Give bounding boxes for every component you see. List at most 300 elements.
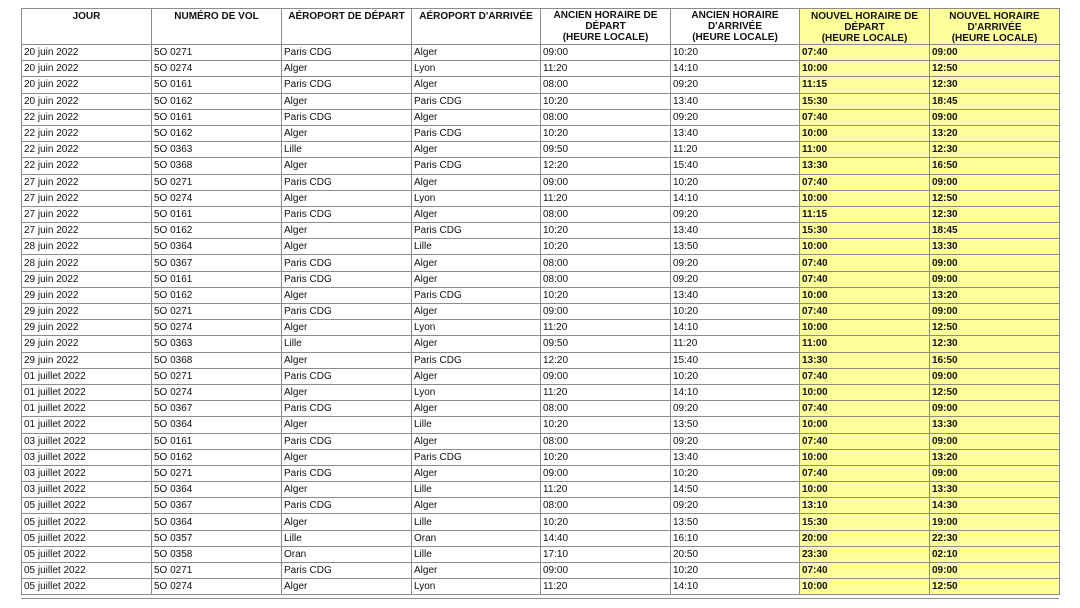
cell-numero-vol: 5O 0368 xyxy=(152,158,282,174)
table-row xyxy=(22,352,1060,368)
cell-nouvel-arrivee: 09:00 xyxy=(930,368,1060,384)
cell-jour: 29 juin 2022 xyxy=(22,320,152,336)
header-line: NUMÉRO DE VOL xyxy=(174,11,259,22)
cell-arrivee: Paris CDG xyxy=(412,158,541,174)
cell-numero-vol: 5O 0161 xyxy=(152,271,282,287)
cell-depart: Paris CDG xyxy=(282,45,412,61)
table-row xyxy=(22,77,1060,93)
cell-nouvel-arrivee: 13:30 xyxy=(930,417,1060,433)
cell-nouvel-depart: 13:30 xyxy=(800,158,930,174)
cell-numero-vol: 5O 0368 xyxy=(152,352,282,368)
cell-arrivee: Alger xyxy=(412,498,541,514)
cell-depart: Alger xyxy=(282,223,412,239)
cell-numero-vol: 5O 0162 xyxy=(152,449,282,465)
cell-ancien-depart: 09:50 xyxy=(541,142,671,158)
cell-arrivee: Alger xyxy=(412,45,541,61)
cell-numero-vol: 5O 0162 xyxy=(152,223,282,239)
cell-ancien-depart: 08:00 xyxy=(541,109,671,125)
cell-ancien-arrivee: 10:20 xyxy=(671,45,800,61)
table-row xyxy=(22,93,1060,109)
cell-ancien-arrivee: 09:20 xyxy=(671,255,800,271)
cell-numero-vol: 5O 0357 xyxy=(152,530,282,546)
cell-arrivee: Lyon xyxy=(412,190,541,206)
cell-jour: 05 juillet 2022 xyxy=(22,546,152,562)
cell-nouvel-arrivee: 09:00 xyxy=(930,255,1060,271)
cell-numero-vol: 5O 0271 xyxy=(152,45,282,61)
cell-ancien-depart: 08:00 xyxy=(541,206,671,222)
cell-jour: 01 juillet 2022 xyxy=(22,417,152,433)
cell-nouvel-arrivee: 13:20 xyxy=(930,449,1060,465)
cell-numero-vol: 5O 0271 xyxy=(152,304,282,320)
cell-nouvel-depart: 07:40 xyxy=(800,304,930,320)
cell-nouvel-arrivee: 14:30 xyxy=(930,498,1060,514)
cell-depart: Paris CDG xyxy=(282,304,412,320)
cell-arrivee: Lille xyxy=(412,239,541,255)
cell-ancien-arrivee: 09:20 xyxy=(671,206,800,222)
cell-jour: 05 juillet 2022 xyxy=(22,579,152,595)
cell-nouvel-arrivee: 12:50 xyxy=(930,384,1060,400)
cell-nouvel-depart: 07:40 xyxy=(800,465,930,481)
cell-nouvel-arrivee: 09:00 xyxy=(930,304,1060,320)
cell-numero-vol: 5O 0364 xyxy=(152,417,282,433)
cell-depart: Alger xyxy=(282,384,412,400)
table-row xyxy=(22,61,1060,77)
cell-depart: Alger xyxy=(282,93,412,109)
table-row xyxy=(22,514,1060,530)
cell-depart: Alger xyxy=(282,482,412,498)
cell-ancien-arrivee: 13:40 xyxy=(671,449,800,465)
cell-ancien-arrivee: 16:10 xyxy=(671,530,800,546)
cell-ancien-arrivee: 09:20 xyxy=(671,401,800,417)
table-row xyxy=(22,320,1060,336)
header-line: DÉPART xyxy=(844,22,885,33)
table-row xyxy=(22,530,1060,546)
cell-nouvel-arrivee: 09:00 xyxy=(930,465,1060,481)
cell-nouvel-arrivee: 12:30 xyxy=(930,336,1060,352)
cell-numero-vol: 5O 0363 xyxy=(152,336,282,352)
header-line: NOUVEL HORAIRE DE xyxy=(810,11,919,22)
cell-depart: Alger xyxy=(282,352,412,368)
cell-nouvel-arrivee: 12:30 xyxy=(930,206,1060,222)
cell-jour: 22 juin 2022 xyxy=(22,142,152,158)
cell-nouvel-arrivee: 09:00 xyxy=(930,109,1060,125)
cell-jour: 05 juillet 2022 xyxy=(22,530,152,546)
cell-nouvel-depart: 13:30 xyxy=(800,352,930,368)
cell-numero-vol: 5O 0161 xyxy=(152,77,282,93)
cell-nouvel-depart: 10:00 xyxy=(800,287,930,303)
cell-jour: 01 juillet 2022 xyxy=(22,368,152,384)
cell-nouvel-arrivee: 09:00 xyxy=(930,563,1060,579)
cell-ancien-arrivee: 14:10 xyxy=(671,320,800,336)
table-row xyxy=(22,384,1060,400)
cell-ancien-arrivee: 09:20 xyxy=(671,271,800,287)
cell-numero-vol: 5O 0162 xyxy=(152,93,282,109)
cell-depart: Paris CDG xyxy=(282,206,412,222)
cell-jour: 29 juin 2022 xyxy=(22,352,152,368)
cell-depart: Alger xyxy=(282,190,412,206)
cell-ancien-arrivee: 10:20 xyxy=(671,563,800,579)
cell-ancien-depart: 08:00 xyxy=(541,433,671,449)
cell-arrivee: Lille xyxy=(412,546,541,562)
cell-nouvel-depart: 15:30 xyxy=(800,93,930,109)
cell-arrivee: Paris CDG xyxy=(412,352,541,368)
cell-jour: 27 juin 2022 xyxy=(22,190,152,206)
table-row xyxy=(22,336,1060,352)
cell-arrivee: Paris CDG xyxy=(412,287,541,303)
cell-jour: 22 juin 2022 xyxy=(22,125,152,141)
cell-jour: 29 juin 2022 xyxy=(22,336,152,352)
cell-depart: Paris CDG xyxy=(282,401,412,417)
cell-jour: 03 juillet 2022 xyxy=(22,465,152,481)
cell-ancien-arrivee: 11:20 xyxy=(671,142,800,158)
cell-nouvel-arrivee: 12:50 xyxy=(930,61,1060,77)
cell-depart: Alger xyxy=(282,158,412,174)
cell-ancien-depart: 08:00 xyxy=(541,401,671,417)
cell-jour: 28 juin 2022 xyxy=(22,255,152,271)
cell-ancien-depart: 09:00 xyxy=(541,45,671,61)
table-row xyxy=(22,223,1060,239)
cell-jour: 03 juillet 2022 xyxy=(22,482,152,498)
cell-depart: Alger xyxy=(282,287,412,303)
cell-ancien-arrivee: 10:20 xyxy=(671,368,800,384)
header-aeroport-arrivee xyxy=(412,9,541,45)
header-line: DÉPART xyxy=(585,21,626,32)
cell-depart: Paris CDG xyxy=(282,109,412,125)
table-row xyxy=(22,368,1060,384)
cell-nouvel-depart: 10:00 xyxy=(800,482,930,498)
cell-arrivee: Lyon xyxy=(412,61,541,77)
cell-ancien-depart: 10:20 xyxy=(541,449,671,465)
cell-numero-vol: 5O 0367 xyxy=(152,255,282,271)
cell-nouvel-arrivee: 09:00 xyxy=(930,174,1060,190)
header-line: (HEURE LOCALE) xyxy=(821,33,908,44)
cell-jour: 20 juin 2022 xyxy=(22,77,152,93)
cell-ancien-arrivee: 10:20 xyxy=(671,174,800,190)
cell-numero-vol: 5O 0274 xyxy=(152,384,282,400)
cell-jour: 22 juin 2022 xyxy=(22,109,152,125)
cell-numero-vol: 5O 0363 xyxy=(152,142,282,158)
cell-nouvel-depart: 23:30 xyxy=(800,546,930,562)
cell-arrivee: Alger xyxy=(412,77,541,93)
cell-depart: Paris CDG xyxy=(282,271,412,287)
cell-ancien-depart: 10:20 xyxy=(541,125,671,141)
cell-arrivee: Oran xyxy=(412,530,541,546)
cell-arrivee: Alger xyxy=(412,368,541,384)
table-row xyxy=(22,304,1060,320)
cell-ancien-arrivee: 13:40 xyxy=(671,287,800,303)
cell-nouvel-depart: 20:00 xyxy=(800,530,930,546)
cell-jour: 29 juin 2022 xyxy=(22,287,152,303)
cell-numero-vol: 5O 0274 xyxy=(152,190,282,206)
cell-ancien-arrivee: 14:10 xyxy=(671,61,800,77)
cell-arrivee: Alger xyxy=(412,401,541,417)
cell-jour: 28 juin 2022 xyxy=(22,239,152,255)
cell-ancien-depart: 08:00 xyxy=(541,77,671,93)
cell-jour: 03 juillet 2022 xyxy=(22,433,152,449)
cell-ancien-arrivee: 09:20 xyxy=(671,498,800,514)
table-body xyxy=(22,45,1060,595)
table-bottom-rule xyxy=(21,598,1059,599)
table-row xyxy=(22,271,1060,287)
cell-nouvel-arrivee: 22:30 xyxy=(930,530,1060,546)
cell-nouvel-depart: 07:40 xyxy=(800,109,930,125)
cell-jour: 22 juin 2022 xyxy=(22,158,152,174)
cell-depart: Alger xyxy=(282,449,412,465)
cell-arrivee: Alger xyxy=(412,206,541,222)
cell-arrivee: Alger xyxy=(412,255,541,271)
cell-depart: Paris CDG xyxy=(282,433,412,449)
cell-nouvel-depart: 10:00 xyxy=(800,320,930,336)
header-line: AÉROPORT D'ARRIVÉE xyxy=(419,11,533,22)
cell-nouvel-arrivee: 09:00 xyxy=(930,433,1060,449)
cell-jour: 03 juillet 2022 xyxy=(22,449,152,465)
cell-nouvel-depart: 11:00 xyxy=(800,336,930,352)
cell-nouvel-arrivee: 13:30 xyxy=(930,482,1060,498)
header-line: (HEURE LOCALE) xyxy=(692,32,778,43)
cell-ancien-depart: 10:20 xyxy=(541,223,671,239)
cell-numero-vol: 5O 0162 xyxy=(152,287,282,303)
cell-nouvel-depart: 07:40 xyxy=(800,271,930,287)
cell-nouvel-depart: 10:00 xyxy=(800,384,930,400)
cell-arrivee: Lille xyxy=(412,482,541,498)
cell-ancien-arrivee: 13:40 xyxy=(671,93,800,109)
cell-depart: Paris CDG xyxy=(282,174,412,190)
cell-ancien-arrivee: 13:40 xyxy=(671,223,800,239)
cell-numero-vol: 5O 0367 xyxy=(152,498,282,514)
cell-jour: 27 juin 2022 xyxy=(22,174,152,190)
cell-depart: Alger xyxy=(282,239,412,255)
cell-numero-vol: 5O 0271 xyxy=(152,174,282,190)
table-row xyxy=(22,45,1060,61)
cell-nouvel-arrivee: 02:10 xyxy=(930,546,1060,562)
cell-numero-vol: 5O 0364 xyxy=(152,482,282,498)
cell-depart: Alger xyxy=(282,61,412,77)
cell-jour: 05 juillet 2022 xyxy=(22,514,152,530)
cell-jour: 05 juillet 2022 xyxy=(22,498,152,514)
header-line: (HEURE LOCALE) xyxy=(951,33,1038,44)
cell-jour: 20 juin 2022 xyxy=(22,61,152,77)
cell-nouvel-depart: 07:40 xyxy=(800,45,930,61)
cell-nouvel-depart: 10:00 xyxy=(800,579,930,595)
cell-jour: 27 juin 2022 xyxy=(22,206,152,222)
cell-ancien-depart: 11:20 xyxy=(541,320,671,336)
cell-depart: Paris CDG xyxy=(282,498,412,514)
cell-numero-vol: 5O 0274 xyxy=(152,579,282,595)
cell-numero-vol: 5O 0271 xyxy=(152,368,282,384)
cell-nouvel-depart: 11:00 xyxy=(800,142,930,158)
cell-numero-vol: 5O 0358 xyxy=(152,546,282,562)
cell-nouvel-arrivee: 12:50 xyxy=(930,190,1060,206)
cell-nouvel-depart: 15:30 xyxy=(800,514,930,530)
table-row xyxy=(22,174,1060,190)
cell-arrivee: Alger xyxy=(412,174,541,190)
header-aeroport-depart xyxy=(282,9,412,45)
cell-nouvel-depart: 07:40 xyxy=(800,563,930,579)
cell-nouvel-depart: 15:30 xyxy=(800,223,930,239)
cell-ancien-depart: 14:40 xyxy=(541,530,671,546)
cell-arrivee: Lille xyxy=(412,514,541,530)
cell-ancien-arrivee: 10:20 xyxy=(671,304,800,320)
cell-ancien-depart: 11:20 xyxy=(541,482,671,498)
cell-arrivee: Alger xyxy=(412,563,541,579)
cell-arrivee: Alger xyxy=(412,142,541,158)
cell-ancien-depart: 17:10 xyxy=(541,546,671,562)
cell-jour: 27 juin 2022 xyxy=(22,223,152,239)
cell-ancien-arrivee: 14:10 xyxy=(671,384,800,400)
cell-jour: 20 juin 2022 xyxy=(22,93,152,109)
cell-jour: 05 juillet 2022 xyxy=(22,563,152,579)
cell-ancien-arrivee: 14:10 xyxy=(671,579,800,595)
table-row xyxy=(22,206,1060,222)
cell-depart: Paris CDG xyxy=(282,465,412,481)
table-row xyxy=(22,109,1060,125)
cell-ancien-depart: 12:20 xyxy=(541,352,671,368)
cell-ancien-depart: 09:00 xyxy=(541,368,671,384)
cell-nouvel-depart: 10:00 xyxy=(800,125,930,141)
table-row xyxy=(22,482,1060,498)
table-header-row xyxy=(22,9,1060,45)
cell-nouvel-arrivee: 18:45 xyxy=(930,93,1060,109)
cell-ancien-arrivee: 09:20 xyxy=(671,109,800,125)
table-row xyxy=(22,239,1060,255)
cell-nouvel-arrivee: 09:00 xyxy=(930,45,1060,61)
table-row xyxy=(22,579,1060,595)
cell-nouvel-depart: 10:00 xyxy=(800,61,930,77)
table-row xyxy=(22,158,1060,174)
cell-nouvel-arrivee: 12:50 xyxy=(930,579,1060,595)
cell-jour: 29 juin 2022 xyxy=(22,304,152,320)
cell-arrivee: Lyon xyxy=(412,320,541,336)
flight-schedule-table xyxy=(21,8,1060,595)
header-nouvel-depart xyxy=(800,9,930,45)
cell-nouvel-arrivee: 16:50 xyxy=(930,158,1060,174)
cell-numero-vol: 5O 0274 xyxy=(152,61,282,77)
cell-nouvel-arrivee: 13:30 xyxy=(930,239,1060,255)
cell-depart: Alger xyxy=(282,514,412,530)
cell-numero-vol: 5O 0274 xyxy=(152,320,282,336)
cell-nouvel-arrivee: 09:00 xyxy=(930,271,1060,287)
header-line: NOUVEL HORAIRE xyxy=(949,11,1040,22)
cell-ancien-arrivee: 13:50 xyxy=(671,417,800,433)
header-line: D'ARRIVÉE xyxy=(967,22,1022,33)
cell-ancien-depart: 11:20 xyxy=(541,579,671,595)
cell-arrivee: Alger xyxy=(412,271,541,287)
table-row xyxy=(22,449,1060,465)
header-ancien-depart xyxy=(541,9,671,45)
cell-nouvel-depart: 10:00 xyxy=(800,190,930,206)
cell-ancien-arrivee: 13:40 xyxy=(671,125,800,141)
cell-nouvel-arrivee: 12:30 xyxy=(930,142,1060,158)
cell-ancien-arrivee: 13:50 xyxy=(671,514,800,530)
cell-jour: 01 juillet 2022 xyxy=(22,384,152,400)
table-row xyxy=(22,190,1060,206)
header-ancien-arrivee xyxy=(671,9,800,45)
cell-arrivee: Lille xyxy=(412,417,541,433)
cell-nouvel-depart: 11:15 xyxy=(800,206,930,222)
cell-ancien-arrivee: 09:20 xyxy=(671,77,800,93)
cell-arrivee: Paris CDG xyxy=(412,223,541,239)
cell-ancien-arrivee: 13:50 xyxy=(671,239,800,255)
cell-ancien-depart: 09:50 xyxy=(541,336,671,352)
cell-ancien-depart: 09:00 xyxy=(541,174,671,190)
cell-nouvel-arrivee: 09:00 xyxy=(930,401,1060,417)
cell-depart: Alger xyxy=(282,320,412,336)
cell-ancien-arrivee: 14:50 xyxy=(671,482,800,498)
cell-depart: Lille xyxy=(282,530,412,546)
table-row xyxy=(22,498,1060,514)
cell-ancien-arrivee: 15:40 xyxy=(671,352,800,368)
cell-depart: Alger xyxy=(282,417,412,433)
cell-ancien-depart: 10:20 xyxy=(541,514,671,530)
header-line: ANCIEN HORAIRE xyxy=(691,10,779,21)
cell-arrivee: Alger xyxy=(412,304,541,320)
cell-depart: Alger xyxy=(282,125,412,141)
header-jour xyxy=(22,9,152,45)
cell-ancien-depart: 08:00 xyxy=(541,255,671,271)
cell-depart: Paris CDG xyxy=(282,368,412,384)
cell-arrivee: Alger xyxy=(412,336,541,352)
header-line: JOUR xyxy=(72,11,101,22)
cell-nouvel-arrivee: 16:50 xyxy=(930,352,1060,368)
cell-depart: Lille xyxy=(282,336,412,352)
cell-ancien-arrivee: 09:20 xyxy=(671,433,800,449)
cell-nouvel-depart: 11:15 xyxy=(800,77,930,93)
cell-numero-vol: 5O 0161 xyxy=(152,433,282,449)
table-row xyxy=(22,287,1060,303)
header-nouvel-arrivee xyxy=(930,9,1060,45)
cell-ancien-arrivee: 20:50 xyxy=(671,546,800,562)
header-line: AÉROPORT DE DÉPART xyxy=(288,11,405,22)
cell-ancien-arrivee: 14:10 xyxy=(671,190,800,206)
cell-nouvel-depart: 10:00 xyxy=(800,449,930,465)
cell-nouvel-arrivee: 12:30 xyxy=(930,77,1060,93)
cell-ancien-arrivee: 10:20 xyxy=(671,465,800,481)
cell-ancien-depart: 09:00 xyxy=(541,304,671,320)
cell-depart: Alger xyxy=(282,579,412,595)
cell-arrivee: Lyon xyxy=(412,579,541,595)
cell-nouvel-depart: 07:40 xyxy=(800,401,930,417)
cell-numero-vol: 5O 0161 xyxy=(152,206,282,222)
cell-ancien-depart: 09:00 xyxy=(541,465,671,481)
cell-nouvel-arrivee: 18:45 xyxy=(930,223,1060,239)
cell-ancien-depart: 11:20 xyxy=(541,384,671,400)
cell-ancien-depart: 10:20 xyxy=(541,239,671,255)
cell-numero-vol: 5O 0271 xyxy=(152,563,282,579)
cell-ancien-depart: 10:20 xyxy=(541,287,671,303)
table-row xyxy=(22,142,1060,158)
cell-ancien-depart: 10:20 xyxy=(541,417,671,433)
cell-nouvel-arrivee: 19:00 xyxy=(930,514,1060,530)
cell-depart: Oran xyxy=(282,546,412,562)
cell-numero-vol: 5O 0271 xyxy=(152,465,282,481)
table-row xyxy=(22,125,1060,141)
cell-jour: 20 juin 2022 xyxy=(22,45,152,61)
header-numero-vol xyxy=(152,9,282,45)
cell-arrivee: Lyon xyxy=(412,384,541,400)
cell-numero-vol: 5O 0364 xyxy=(152,239,282,255)
table-row xyxy=(22,255,1060,271)
cell-arrivee: Alger xyxy=(412,433,541,449)
cell-nouvel-depart: 10:00 xyxy=(800,239,930,255)
table-row xyxy=(22,546,1060,562)
cell-arrivee: Paris CDG xyxy=(412,449,541,465)
cell-depart: Paris CDG xyxy=(282,255,412,271)
cell-nouvel-depart: 10:00 xyxy=(800,417,930,433)
cell-ancien-depart: 12:20 xyxy=(541,158,671,174)
header-line: (HEURE LOCALE) xyxy=(562,32,649,43)
header-line: D'ARRIVÉE xyxy=(707,21,763,32)
cell-arrivee: Alger xyxy=(412,465,541,481)
